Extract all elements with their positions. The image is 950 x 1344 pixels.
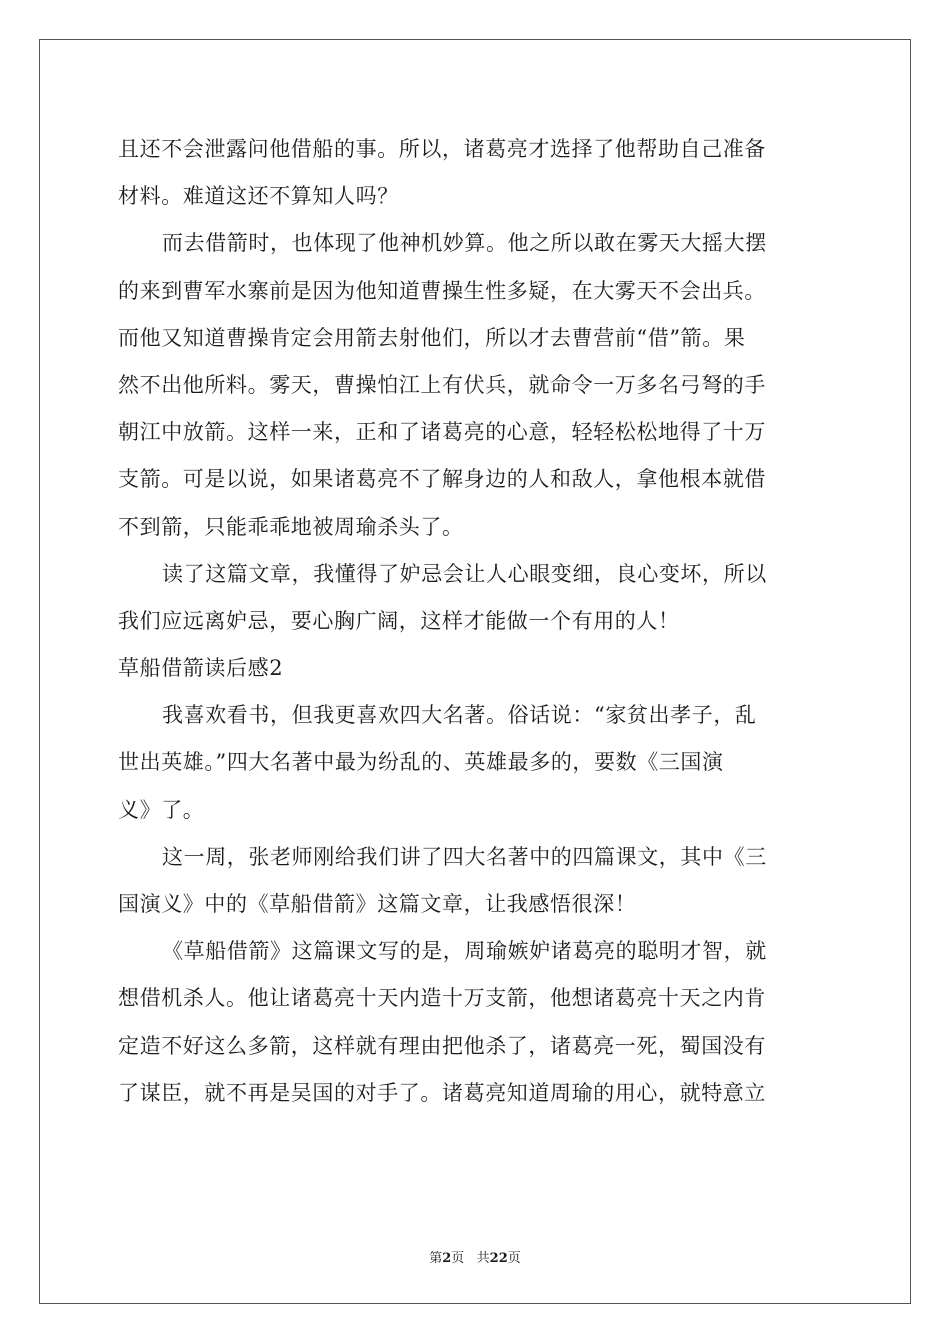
text-line: 《草船借箭》这篇课文写的是，周瑜嫉妒诸葛亮的聪明才智，就 — [162, 939, 767, 964]
text-line: 世出英雄。”四大名著中最为纷乱的、英雄最多的，要数《三国演 — [118, 750, 724, 775]
text-line: 然不出他所料。雾天，曹操怕江上有伏兵，就命令一万多名弓弩的手 — [118, 372, 766, 397]
text-line: 了谋臣，就不再是吴国的对手了。诸葛亮知道周瑜的用心，就特意立 — [118, 1080, 766, 1105]
current-page-number: 2 — [442, 1251, 452, 1266]
text-line: 且还不会泄露问他借船的事。所以，诸葛亮才选择了他帮助自己准备 — [118, 137, 766, 161]
total-page-count: 22 — [489, 1251, 508, 1266]
text-line: 想借机杀人。他让诸葛亮十天内造十万支箭，他想诸葛亮十天之内肯 — [118, 986, 766, 1011]
text-line: 的来到曹军水寨前是因为他知道曹操生性多疑，在大雾天不会出兵。 — [118, 278, 766, 303]
text-line: 定造不好这么多箭，这样就有理由把他杀了，诸葛亮一死，蜀国没有 — [118, 1033, 766, 1058]
text-line: 这一周，张老师刚给我们讲了四大名著中的四篇课文，其中《三 — [162, 844, 767, 869]
page-footer — [0, 1247, 950, 1266]
text-line: 读了这篇文章，我懂得了妒忌会让人心眼变细，良心变坏，所以 — [162, 561, 767, 586]
footer-prefix: 第 — [429, 1251, 443, 1266]
text-line: 而去借箭时，也体现了他神机妙算。他之所以敢在雾天大摇大摆 — [162, 231, 767, 256]
text-line: 国演义》中的《草船借箭》这篇文章，让我感悟很深！ — [118, 892, 637, 916]
text-line: 而他又知道曹操肯定会用箭去射他们，所以才去曹营前“借”箭。果 — [118, 325, 746, 350]
footer-suffix: 页 — [507, 1251, 521, 1266]
text-line: 义》了。 — [118, 797, 205, 822]
text-line: 草船借箭读后感2 — [118, 656, 284, 681]
document-body — [118, 126, 834, 1117]
text-line: 我们应远离妒忌，要心胸广阔，这样才能做一个有用的人！ — [118, 608, 680, 633]
text-line: 朝江中放箭。这样一来，正和了诸葛亮的心意，轻轻松松地得了十万 — [118, 420, 766, 445]
footer-middle: 页 共 — [451, 1251, 490, 1266]
text-line: 材料。难道这还不算知人吗？ — [118, 184, 399, 209]
text-line: 我喜欢看书，但我更喜欢四大名著。俗话说：“家贫出孝子，乱 — [162, 703, 757, 728]
text-line: 支箭。可是以说，如果诸葛亮不了解身边的人和敌人，拿他根本就借 — [118, 467, 766, 492]
text-line: 不到箭，只能乖乖地被周瑜杀头了。 — [118, 514, 464, 539]
